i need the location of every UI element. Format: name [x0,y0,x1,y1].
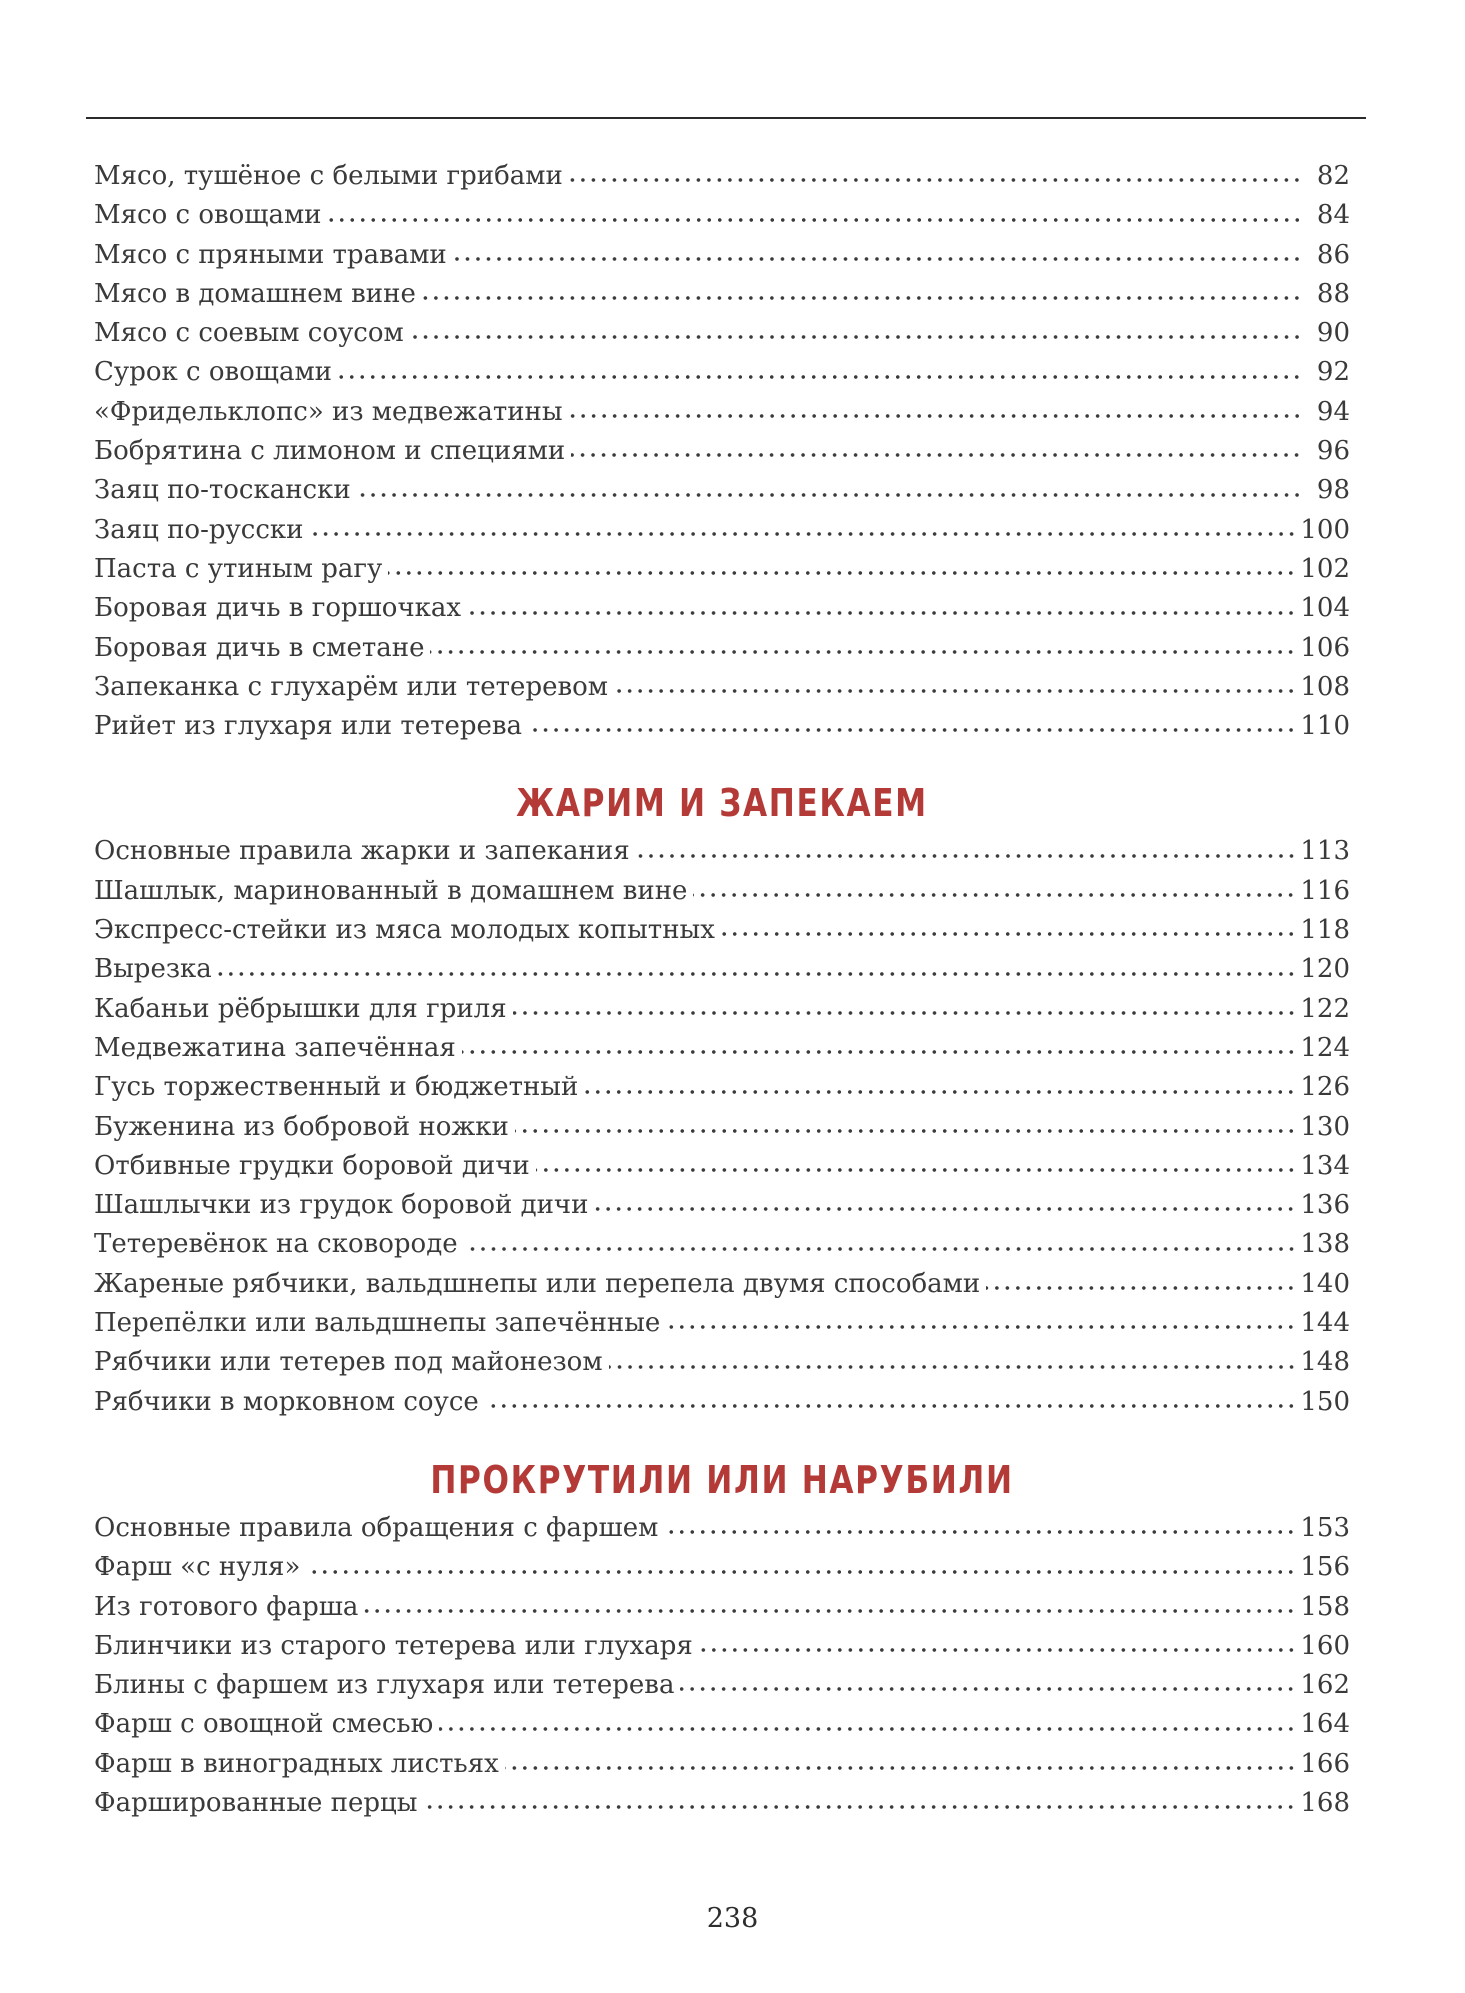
toc-entry-page: 122 [1300,993,1350,1024]
toc-entry[interactable] [94,1147,1350,1186]
toc-entry[interactable] [94,1029,1350,1068]
dot-leader [528,724,1296,736]
dot-leader [388,567,1296,579]
toc-entry-title: Шашлык, маринованный в домашнем вине [94,875,688,906]
toc-entry-page: 116 [1300,875,1350,906]
toc-entry-page: 94 [1316,396,1350,427]
dot-leader [439,1723,1296,1735]
toc-entry-page: 98 [1316,475,1350,506]
toc-section-roast-bake [94,832,1350,1421]
toc-entry-page: 153 [1300,1512,1350,1543]
toc-entry[interactable] [94,353,1350,392]
toc-entry[interactable] [94,1784,1350,1823]
toc-entry-title: Основные правила обращения с фаршем [94,1512,659,1543]
toc-entry-page: 138 [1300,1229,1350,1260]
dot-leader [430,646,1296,658]
toc-entry-page: 100 [1300,514,1350,545]
toc-entry-title: Рябчики или тетерев под майонезом [94,1347,603,1378]
toc-entry-title: Тетеревёнок на сковороде [94,1229,458,1260]
toc-entry-title: Боровая дичь в горшочках [94,593,462,624]
dot-leader [609,1361,1297,1373]
toc-entry[interactable] [94,1705,1350,1744]
toc-entry-page: 164 [1300,1709,1350,1740]
toc-entry-title: Паста с утиным рагу [94,553,383,584]
dot-leader [422,292,1302,304]
dot-leader [680,1683,1296,1695]
toc-entry[interactable] [94,157,1350,196]
dot-leader [423,1801,1296,1813]
dot-leader [364,1605,1296,1617]
toc-entry-page: 126 [1300,1072,1350,1103]
toc-entry[interactable] [94,1666,1350,1705]
toc-entry[interactable] [94,236,1350,275]
toc-entry-title: Сурок с овощами [94,357,332,388]
dot-leader [513,1007,1297,1019]
toc-entry[interactable] [94,196,1350,235]
page-number: 238 [706,1903,759,1934]
dot-leader [485,1400,1297,1412]
dot-leader [464,1243,1297,1255]
toc-entry[interactable] [94,1627,1350,1666]
toc-entry[interactable] [94,911,1350,950]
toc-entry-title: Экспресс-стейки из мяса молодых копытных [94,915,715,946]
toc-entry-page: 168 [1300,1787,1350,1818]
toc-entry-page: 110 [1300,711,1350,742]
toc-entry-page: 130 [1300,1111,1350,1142]
dot-leader [693,889,1296,901]
dot-leader [218,968,1297,980]
toc-entry-title: Мясо с пряными травами [94,239,447,270]
toc-entry-title: Заяц по-русски [94,514,304,545]
toc-entry-title: Фаршированные перцы [94,1787,418,1818]
toc-entry-page: 86 [1316,239,1350,270]
toc-entry-title: Отбивные грудки боровой дичи [94,1150,530,1181]
toc-entry[interactable] [94,1265,1350,1304]
dot-leader [515,1125,1297,1137]
toc-entry-title: Перепёлки или вальдшнепы запечённые [94,1308,661,1339]
toc-entry-title: Заяц по-тоскански [94,475,351,506]
toc-entry-page: 148 [1300,1347,1350,1378]
dot-leader [536,1164,1297,1176]
table-of-contents [94,157,1350,1823]
toc-entry[interactable] [94,629,1350,668]
toc-entry-title: Мясо с соевым соусом [94,318,404,349]
toc-entry[interactable] [94,432,1350,471]
section-heading-roast-bake: ЖАРИМ И ЗАПЕКАЕМ [516,781,928,826]
toc-entry[interactable] [94,832,1350,871]
dot-leader [986,1282,1296,1294]
toc-entry-title: Блинчики из старого тетерева или глухаря [94,1630,693,1661]
toc-entry[interactable] [94,668,1350,707]
dot-leader [569,174,1302,186]
toc-entry[interactable] [94,589,1350,628]
top-rule [86,117,1366,119]
toc-entry[interactable] [94,1745,1350,1784]
toc-entry-title: Бобрятина с лимоном и специями [94,436,566,467]
toc-entry-title: Жареные рябчики, вальдшнепы или перепела двумя способами [94,1268,981,1299]
toc-entry[interactable] [94,872,1350,911]
toc-entry-title: Шашлычки из грудок боровой дичи [94,1190,589,1221]
dot-leader [310,528,1297,540]
toc-entry-page: 120 [1300,954,1350,985]
dot-leader [614,685,1296,697]
toc-entry-title: Основные правила жарки и запекания [94,836,630,867]
toc-entry[interactable] [94,1588,1350,1627]
toc-entry[interactable] [94,1225,1350,1264]
toc-entry[interactable] [94,1343,1350,1382]
toc-entry-title: Фарш «с нуля» [94,1552,301,1583]
dot-leader [505,1762,1297,1774]
toc-entry-title: Мясо с овощами [94,200,322,231]
toc-entry-title: Буженина из бобровой ножки [94,1111,509,1142]
toc-entry-page: 88 [1316,278,1350,309]
toc-entry[interactable] [94,511,1350,550]
toc-entry[interactable] [94,990,1350,1029]
dot-leader [636,850,1297,862]
toc-entry-page: 84 [1316,200,1350,231]
toc-entry-title: Из готового фарша [94,1591,359,1622]
toc-entry[interactable] [94,1383,1350,1422]
toc-entry[interactable] [94,275,1350,314]
toc-entry-page: 113 [1300,836,1350,867]
toc-entry[interactable] [94,1186,1350,1225]
toc-entry-page: 140 [1300,1268,1350,1299]
toc-entry-title: Блины с фаршем из глухаря или тетерева [94,1670,675,1701]
toc-entry[interactable] [94,1509,1350,1548]
toc-entry-title: Медвежатина запечённая [94,1032,456,1063]
toc-entry-title: Боровая дичь в сметане [94,632,425,663]
toc-entry[interactable] [94,314,1350,353]
toc-section-meat-stews [94,157,1350,746]
dot-leader [664,1526,1296,1538]
toc-entry[interactable] [94,707,1350,746]
dot-leader [666,1321,1296,1333]
toc-entry-page: 102 [1300,553,1350,584]
dot-leader [453,253,1302,265]
toc-entry-page: 144 [1300,1308,1350,1339]
toc-entry[interactable] [94,1068,1350,1107]
toc-section-minced [94,1509,1350,1823]
dot-leader [357,489,1302,501]
toc-entry-page: 104 [1300,593,1350,624]
toc-entry-title: Гусь торжественный и бюджетный [94,1072,579,1103]
toc-entry-page: 90 [1316,318,1350,349]
toc-entry-page: 124 [1300,1032,1350,1063]
toc-entry-title: «Фридельклопс» из медвежатины [94,396,563,427]
dot-leader [569,410,1302,422]
toc-entry-page: 136 [1300,1190,1350,1221]
toc-entry-page: 158 [1300,1591,1350,1622]
toc-entry-page: 96 [1316,436,1350,467]
toc-entry[interactable] [94,1548,1350,1587]
toc-entry-title: Рябчики в морковном соусе [94,1386,479,1417]
toc-entry-title: Мясо в домашнем вине [94,278,416,309]
toc-entry[interactable] [94,950,1350,989]
toc-entry-page: 134 [1300,1150,1350,1181]
toc-entry-title: Запеканка с глухарём или тетеревом [94,671,608,702]
toc-entry-page: 162 [1300,1670,1350,1701]
dot-leader [467,607,1296,619]
dot-leader [571,449,1302,461]
toc-entry-page: 150 [1300,1386,1350,1417]
toc-entry-title: Фарш в виноградных листьях [94,1748,499,1779]
toc-entry-title: Кабаньи рёбрышки для гриля [94,993,507,1024]
toc-entry-title: Вырезка [94,954,212,985]
dot-leader [721,928,1296,940]
dot-leader [306,1566,1296,1578]
dot-leader [410,331,1302,343]
toc-entry-page: 92 [1316,357,1350,388]
toc-entry-page: 118 [1300,915,1350,946]
toc-entry-page: 166 [1300,1748,1350,1779]
toc-entry-page: 108 [1300,671,1350,702]
toc-entry[interactable] [94,1304,1350,1343]
dot-leader [699,1644,1297,1656]
dot-leader [594,1203,1296,1215]
toc-entry[interactable] [94,550,1350,589]
dot-leader [338,371,1302,383]
toc-entry[interactable] [94,1108,1350,1147]
dot-leader [328,214,1303,226]
toc-entry-title: Фарш с овощной смесью [94,1709,434,1740]
toc-entry[interactable] [94,393,1350,432]
section-heading-minced: ПРОКРУТИЛИ ИЛИ НАРУБИЛИ [430,1457,1014,1502]
toc-entry[interactable] [94,471,1350,510]
toc-entry-title: Рийет из глухаря или тетерева [94,711,523,742]
toc-entry-page: 156 [1300,1552,1350,1583]
toc-entry-page: 106 [1300,632,1350,663]
toc-entry-page: 82 [1316,161,1350,191]
dot-leader [462,1046,1297,1058]
toc-entry-title: Мясо, тушёное с белыми грибами [94,161,563,191]
dot-leader [584,1086,1296,1098]
toc-entry-page: 160 [1300,1630,1350,1661]
